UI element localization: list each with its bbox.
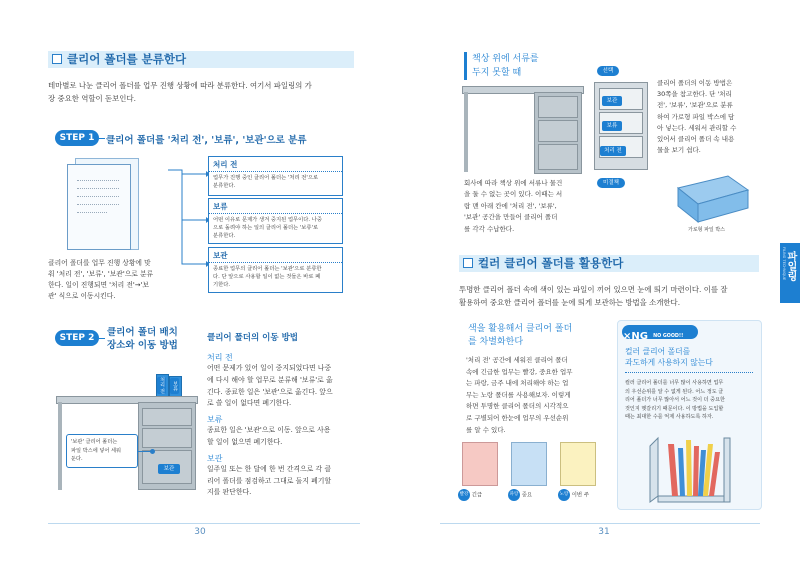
step1-desc: 클리어 폴더를 업무 진행 상황에 맞 춰 '처리 전', '보류', '보관'으로 분류 한다. 일이 진행되면 '처리 전'→'보 관' 식으로 이동시킨다.: [48, 259, 154, 300]
desk-section-bottom-text: 회사에 따라 책상 위에 서류나 물건 을 둘 수 없는 곳이 있다. 이때는 서 랍 맨 아래 칸에 '처리 전', '보류', '보관' 공간을 만들어 클리어 폴더 를 각각 수납한다.: [464, 179, 563, 233]
left-footer-line: [48, 523, 360, 524]
step2-line: [99, 338, 105, 339]
step1-connectors: [160, 160, 210, 280]
step2-title: 클리어 폴더 배치 장소와 이동 방법: [107, 327, 178, 351]
desk-note-dot: [150, 449, 155, 454]
callout-hold: 보류 어떤 이유로 문제가 생겨 중지된 업무이다. 나중 으로 돌려야 하는 일의 클리어 폴더는 '보류'로 분류한다.: [208, 198, 343, 244]
folder-label-blue: 파랑 중요: [508, 489, 556, 501]
color-badge: 노랑: [558, 489, 570, 501]
color-desc: '처리 전' 공간에 세워진 클리어 폴더 속에 긴급한 업무는 빨강, 중요한 업무 는 파랑, 금주 내에 처리해야 하는 업 무는 노랑 폴더를 사용해보자. 이렇게 하면 투명한 클리어 폴더의 시각적으 로 구별되어 한눈에 업무의 우선순위 를 알 수 있다.: [466, 356, 573, 434]
step1-pill: STEP 1: [55, 130, 99, 146]
clear-folder-illustration: [67, 158, 139, 250]
callout-archive: 보관 종료한 업무의 클리어 폴더는 '보관'으로 분류한 다. 단 앞으로 사용할 일이 없는 것들은 바로 폐 기한다.: [208, 247, 343, 293]
desk-tag-hold: 보류: [170, 378, 179, 394]
desk-section-right-text: 클리어 폴더의 이동 방법은 30쪽을 참고한다. 단 '처리 전', '보류', '보관'으로 분류 하여 가로형 파일 박스에 담 아 넣는다. 세워서 관리할 수 있어서 클리어 폴더 속 내용 물을 보기 쉽다.: [657, 79, 737, 155]
folder-yellow: [560, 442, 596, 486]
move-method-list: 처리 전 어떤 문제가 있어 일이 중지되었다면 나중 에 다시 해야 할 업무로 분류해 '보류'로 옮 긴다. 종료한 일은 '보관'으로 옮긴다. 앞으 로 쓸 일이 없다면 폐기한다. 보류 종료한 일은 '보관'으로 이동. 앞으로 사용 할 일이 없으면 폐기한다. 보관 일주일 또는 한 달에 한 번 간격으로 각 클 리어 폴더를 점검하고 그대로 둘지 폐기할 지를 판단한다.: [207, 353, 333, 497]
file-box-illustration: [668, 168, 758, 226]
folder-blue: [511, 442, 547, 486]
checkbox-icon: [52, 54, 62, 64]
side-tab: 파일링 FILING TECHNIQUE: [780, 243, 800, 303]
right-page-number: 31: [598, 527, 610, 537]
left-section-title: 클리어 폴더를 분류한다: [48, 51, 354, 68]
callout-pending: 처리 전 업무가 진행 중인 클리어 폴더는 '처리 전'으로 분류한다.: [208, 156, 343, 196]
right-tag-hold: 보류: [602, 121, 622, 131]
left-intro: 테마별로 나눈 클리어 폴더를 업무 진행 상황에 따라 분류한다. 여기서 파일링의 가 장 중요한 역할이 돋보인다.: [48, 81, 312, 103]
file-stand-illustration: [640, 426, 740, 506]
ng-label: ×NG NO GOOD!!: [623, 331, 684, 342]
step1-line: [99, 138, 105, 139]
desk-note: '보관' 클리어 폴더는 파일 박스에 넣어 세워 둔다.: [66, 434, 138, 468]
desk-section-bar: [464, 52, 467, 80]
file-box-caption: 가로형 파일 박스: [688, 227, 725, 233]
ng-head: 컬러 클리어 폴더를 과도하게 사용하지 않는다: [625, 347, 713, 367]
folder-red: [462, 442, 498, 486]
folder-label-yellow: 노랑 이번 주: [558, 489, 608, 501]
right-tag-select: 선택: [597, 66, 619, 76]
right-tag-pending: 처리 전: [600, 146, 626, 156]
color-badge: 빨강: [458, 489, 470, 501]
color-sub-title: 색을 활용해서 클리어 폴더 를 차별화한다: [468, 324, 573, 347]
right-footer-line: [440, 523, 760, 524]
folder-label-red: 빨강 긴급: [458, 489, 506, 501]
step2-pill: STEP 2: [55, 330, 99, 346]
ng-body: 컬러 클리어 폴더를 너무 많이 사용하면 업무 의 우선순위를 알 수 없게 된다. 어느 정도 클 리어 폴더가 너무 많아서 어느 것이 더 중요한 것인지 헷갈리기 때문이다. 이 방법을 도입할 때는 최대한 수를 억제 사용하도록 하자.: [625, 380, 725, 421]
right-tag-archive: 보관: [602, 96, 622, 106]
ng-divider: [625, 372, 753, 373]
color-section-intro: 투명한 클리어 폴더 속에 색이 있는 파일이 끼어 있으면 눈에 띄기 마련이다. 이를 잘 활용하여 중요한 클리어 폴더를 눈에 띄게 보관하는 방법을 소개한다.: [459, 285, 728, 307]
color-section-title: 컬러 클리어 폴더를 활용한다: [459, 255, 759, 272]
move-method-title: 클리어 폴더의 이동 방법: [207, 333, 298, 343]
desk-tag-pending: 처리 전: [159, 377, 165, 394]
right-tag-undecided: 미결책: [597, 178, 625, 188]
desk-tag-archive: 보관: [158, 464, 180, 474]
step1-title: 클리어 폴더를 '처리 전', '보류', '보관'으로 분류: [106, 135, 307, 146]
color-badge: 파랑: [508, 489, 520, 501]
left-page-number: 30: [194, 527, 206, 537]
desk-section-title: 책상 위에 서류를 두지 못할 때: [472, 54, 539, 78]
checkbox-icon: [463, 258, 473, 268]
